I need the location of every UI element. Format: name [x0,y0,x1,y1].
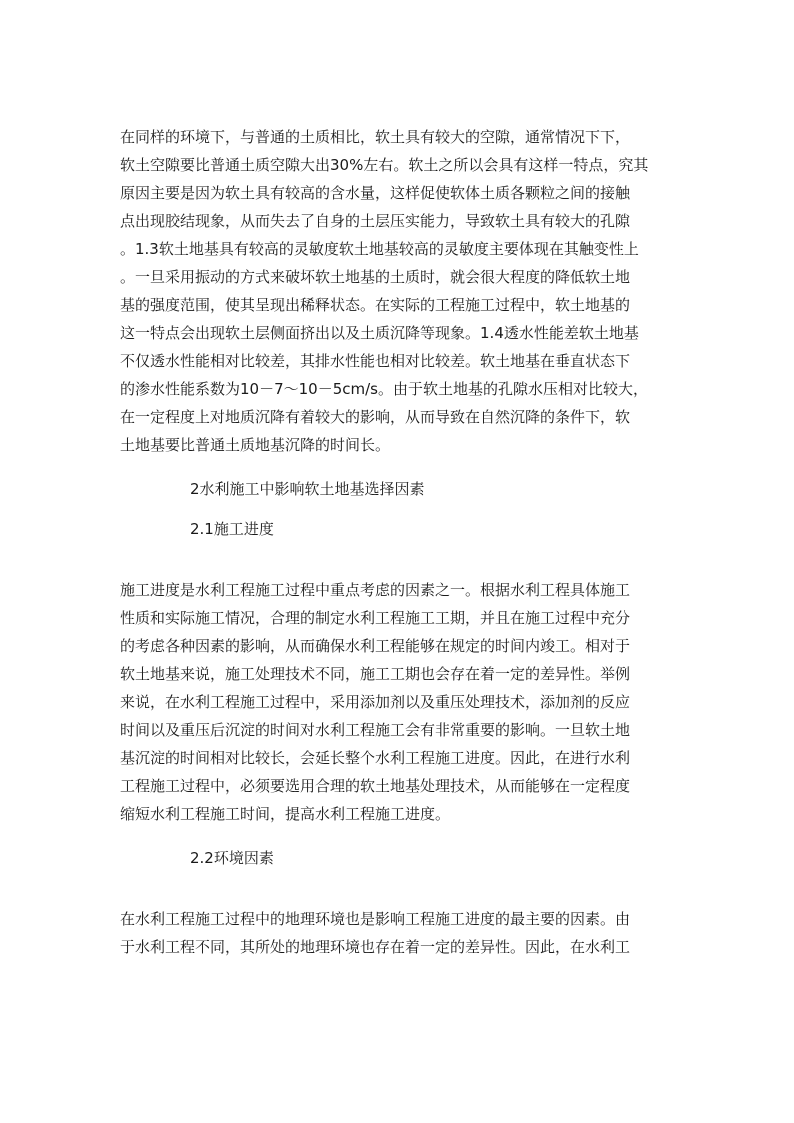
subsection-heading: 2.1施工进度 [190,520,274,538]
text-line: 软土地基来说，施工处理技术不同，施工工期也会存在着一定的差异性。举例 [120,665,631,683]
text-line: 基沉淀的时间相对比较长，会延长整个水利工程施工进度。因此，在进行水利 [120,749,631,767]
text-line: 软土空隙要比普通土质空隙大出30%左右。软土之所以会具有这样一特点，究其 [120,156,649,174]
section-heading: 2水利施工中影响软土地基选择因素 [190,480,425,498]
subsection-heading: 2.2环境因素 [190,849,274,867]
text-line: 土地基要比普通土质地基沉降的时间长。 [120,436,391,454]
text-line: 施工进度是水利工程施工过程中重点考虑的因素之一。根据水利工程具体施工 [120,581,631,599]
text-line: 在同样的环境下，与普通的土质相比，软土具有较大的空隙，通常情况下下， [120,128,631,146]
text-line: 不仅透水性能相对比较差，其排水性能也相对比较差。软土地基在垂直状态下 [120,352,631,370]
text-line: 缩短水利工程施工时间，提高水利工程施工进度。 [120,805,451,823]
text-line: 于水利工程不同，其所处的地理环境也存在着一定的差异性。因此，在水利工 [120,938,631,956]
text-line: 工程施工过程中，必须要选用合理的软土地基处理技术，从而能够在一定程度 [120,777,631,795]
text-line: 原因主要是因为软土具有较高的含水量，这样促使软体土质各颗粒之间的接触 [120,184,631,202]
text-line: 。1.3软土地基具有较高的灵敏度软土地基较高的灵敏度主要体现在其触变性上 [120,240,639,258]
text-line: 的渗水性能系数为10－7～10－5cm/s。由于软土地基的孔隙水压相对比较大， [120,380,648,398]
text-line: 基的强度范围，使其呈现出稀释状态。在实际的工程施工过程中，软土地基的 [120,296,631,314]
text-line: 在一定程度上对地质沉降有着较大的影响，从而导致在自然沉降的条件下，软 [120,408,631,426]
text-line: 。一旦采用振动的方式来破坏软土地基的土质时，就会很大程度的降低软土地 [120,268,631,286]
text-line: 点出现胶结现象，从而失去了自身的土层压实能力，导致软土具有较大的孔隙 [120,212,631,230]
text-line: 性质和实际施工情况，合理的制定水利工程施工工期，并且在施工过程中充分 [120,609,631,627]
text-line: 这一特点会出现软土层侧面挤出以及土质沉降等现象。1.4透水性能差软土地基 [120,324,639,342]
text-line: 来说，在水利工程施工过程中，采用添加剂以及重压处理技术，添加剂的反应 [120,693,631,711]
text-line: 的考虑各种因素的影响，从而确保水利工程能够在规定的时间内竣工。相对于 [120,637,631,655]
text-line: 时间以及重压后沉淀的时间对水利工程施工会有非常重要的影响。一旦软土地 [120,721,631,739]
text-line: 在水利工程施工过程中的地理环境也是影响工程施工进度的最主要的因素。由 [120,910,631,928]
